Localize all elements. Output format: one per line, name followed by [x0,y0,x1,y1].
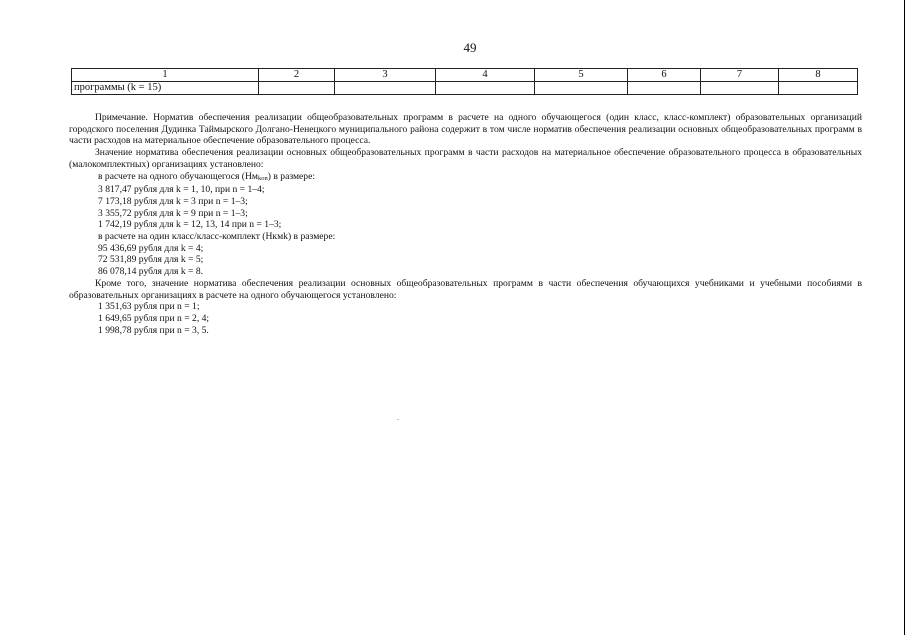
note-text-block [69,112,862,336]
note-paragraph-2: Значение норматива обеспечения реализации основных общеобразовательных программ в части расходов на материальное обеспечение образовательного процесса в образовательных (малокомплектных) организациях установлено: [69,147,862,170]
per-student-suffix: ) в размере: [267,170,316,182]
page-number: 49 [463,40,477,55]
table-header-cell: 5 [535,69,628,82]
per-student-intro [69,171,862,185]
table-header-cell: 3 [335,69,436,82]
table-header-cell: 6 [628,69,701,82]
table-header-cell: 7 [701,69,779,82]
table-cell [535,82,628,95]
table-header-cell: 1 [72,69,259,82]
textbook-value: 1 998,78 рубля при n = 3, 5. [98,324,209,336]
textbook-value: 1 649,65 рубля при n = 2, 4; [98,312,210,324]
per-student-value: 7 173,18 рубля для k = 3 при n = 1–3; [98,195,248,207]
data-table [71,68,858,95]
per-student-value: 3 817,47 рубля для k = 1, 10, при n = 1–4; [98,184,265,196]
table-header-cell: 2 [259,69,335,82]
per-student-prefix: в расчете на одного обучающегося (Нм [98,170,258,182]
table-cell [436,82,535,95]
table-cell [779,82,858,95]
table-header-cell: 8 [779,69,858,82]
scan-speck [397,419,399,420]
table-cell [628,82,701,95]
textbook-value: 1 351,63 рубля при n = 1; [98,301,200,313]
table-cell [259,82,335,95]
table-header-row [72,69,858,82]
per-student-subscript: kon [258,174,268,182]
table-cell [335,82,436,95]
per-student-value: 1 742,19 рубля для k = 12, 13, 14 при n = 1–3; [98,219,282,231]
table-row [72,82,858,95]
per-class-value: 72 531,89 рубля для k = 5; [98,254,204,266]
per-class-intro: в расчете на один класс/класс-комплект (Нкмk) в размере: [98,231,336,243]
per-class-value: 86 078,14 рубля для k = 8. [98,266,204,278]
per-class-value: 95 436,69 рубля для k = 4; [98,242,204,254]
note-paragraph-1: Примечание. Норматив обеспечения реализации общеобразовательных программ в расчете на одного обучающегося (один класс, класс-комплект) образовательных организаций городского поселения Дудинка Таймырского Долгано-Ненецкого муниципального района содержит в том числе норматив обеспечения реализации основных общеобразовательных программ в части расходов на материальное обеспечение образовательного процесса. [69,112,862,147]
table-cell: программы (k = 15) [72,82,259,95]
note-paragraph-3: Кроме того, значение норматива обеспечения реализации основных общеобразовательных программ в части обеспечения обучающихся учебниками и учебными пособиями в образовательных организациях в расчете на одного обучающегося установлено: [69,277,862,301]
per-student-value: 3 355,72 рубля для k = 9 при n = 1–3; [98,207,248,219]
table-cell [701,82,779,95]
table-header-cell: 4 [436,69,535,82]
